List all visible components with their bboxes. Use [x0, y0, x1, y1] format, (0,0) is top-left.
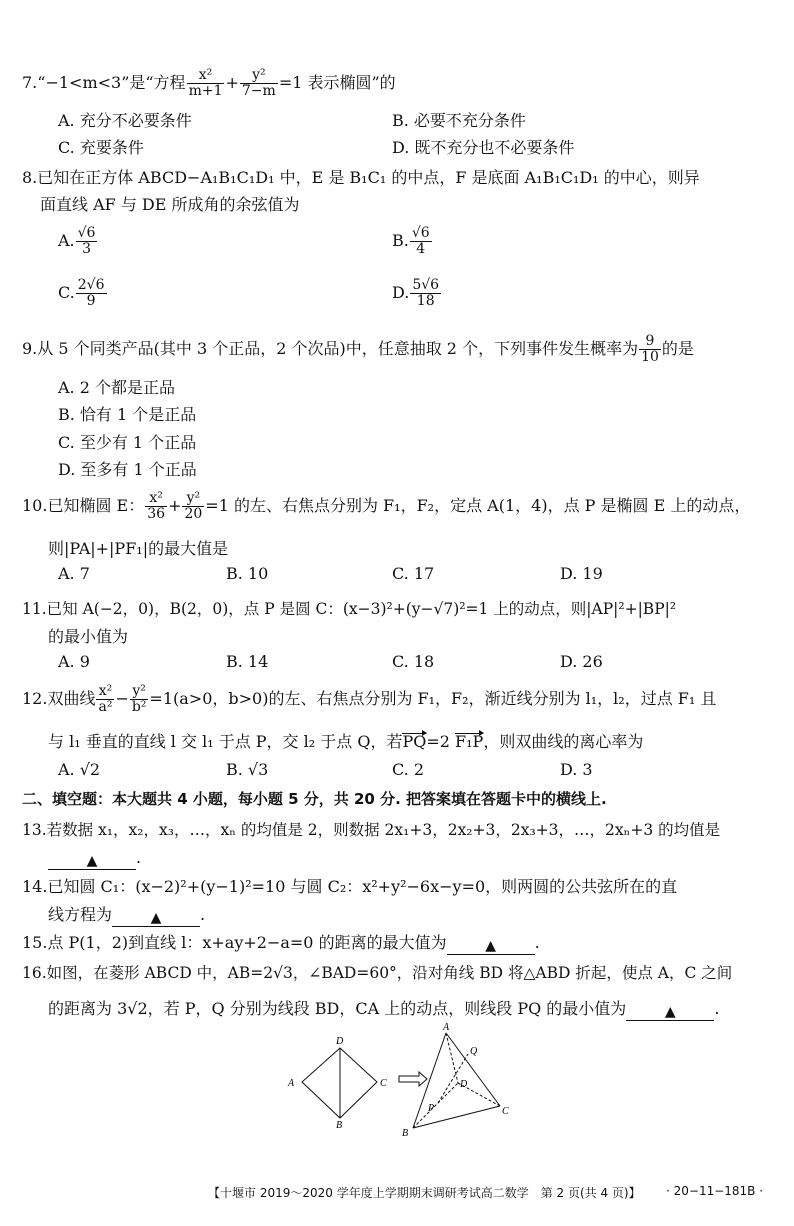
rhombus-label-a: A	[288, 1078, 295, 1089]
q13-end: .	[136, 848, 142, 867]
q8-option-d-label: D.	[392, 283, 410, 302]
q8-option-a	[58, 226, 98, 257]
edge-ac	[446, 1033, 500, 1106]
q14-line1-text: 已知圆 C₁：(x−2)²+(y−1)²=10 与圆 C₂：x²+y²−6x−y=0，则两圆的公共弦所在的直	[47, 877, 678, 896]
q7-frac1-num: x²	[187, 68, 225, 84]
q10-number: 10.	[22, 496, 48, 515]
q8-option-d	[392, 278, 442, 309]
q8-option-c	[58, 278, 108, 309]
tetra-label-p: P	[428, 1103, 435, 1114]
q10-stem: 10.已知椭圆 E： $\frac{\text{x²}}{36}$ + $\frac{\text{y²}}{20}$ =1 的左、右焦点分别为 F₁，F₂，定点 A(1，4)，点 P 是椭圆 E 上的动点，	[22, 490, 751, 522]
q12-stem: 12.双曲线 $\frac{\text{x²}}{\text{a²}}$ − $\frac{\text{y²}}{\text{b²}}$ =1(a>0，b>0)的左、右焦点分别为 F₁，F₂，渐近线分别为 l₁，l₂，过点 F₁ 且	[22, 683, 717, 715]
q13-answer-blank[interactable]: ▲	[48, 853, 136, 870]
q12-line2-text: 与 l₁ 垂直的直线 l 交 l₁ 于点 P，交 l₂ 于点 Q，若	[48, 732, 403, 751]
q11-line1-text: 已知 A(−2，0)，B(2，0)，点 P 是圆 C：(x−3)²+(y−√7)²=1 上的动点，则|AP|²+|BP|²	[46, 600, 677, 618]
q8-option-c-frac	[76, 278, 107, 309]
q12-line2	[48, 729, 643, 752]
q10-frac1-den: 36	[147, 506, 166, 522]
q8-option-b-frac	[410, 226, 432, 257]
q14-end: .	[200, 905, 206, 924]
q7-option-d: D. 既不充分也不必要条件	[392, 138, 575, 157]
q9-option-b: B. 恰有 1 个是正品	[58, 405, 197, 424]
q12-vector-f1p: F₁P	[455, 732, 484, 751]
q12-option-c: C. 2	[392, 760, 425, 779]
q7-option-a: A. 充分不必要条件	[58, 111, 192, 130]
q10-option-b: B. 10	[226, 564, 269, 583]
q8-line1-text: 已知在正方体 ABCD−A₁B₁C₁D₁ 中，E 是 B₁C₁ 的中点，F 是底面 A₁B₁C₁D₁ 的中心，则异	[37, 168, 700, 187]
q16-figure	[280, 1020, 520, 1140]
q12-option-a: A. √2	[58, 760, 101, 779]
q8-option-d-frac	[410, 278, 441, 309]
tetra-label-c: C	[502, 1106, 509, 1117]
q10-line2: 则|PA|+|PF₁|的最大值是	[48, 539, 229, 558]
q14-number: 14.	[22, 877, 48, 896]
q8-option-a-label: A.	[58, 231, 75, 250]
tetra-label-d: D	[460, 1079, 468, 1090]
q10-stem-text: 已知椭圆 E：	[47, 496, 145, 515]
arrow-icon	[399, 1072, 427, 1086]
tetra-label-b: B	[402, 1128, 409, 1139]
q8-option-b-label: B.	[392, 231, 409, 250]
q8-option-d-den: 18	[416, 293, 435, 309]
q7-stem: 7.“−1<m<3”是“方程 $\frac{\text{x²}}{m+1}$ + $\frac{\text{y²}}{7-m}$ =1 表示椭圆”的	[22, 67, 396, 99]
q9-option-c: C. 至少有 1 个正品	[58, 433, 197, 452]
q7-frac1-den: m+1	[188, 83, 223, 99]
q16-end: .	[714, 999, 720, 1018]
q10-frac1	[145, 491, 167, 522]
q7-number: 7.	[22, 73, 38, 92]
q11-line2: 的最小值为	[48, 627, 129, 646]
tetra-label-q: Q	[470, 1046, 478, 1057]
rhombus-figure	[302, 1048, 377, 1118]
q13-number: 13.	[22, 821, 47, 839]
q8-option-a-den: 3	[82, 241, 92, 257]
q15-number: 15.	[22, 933, 48, 952]
q13-line1-text: 若数据 x₁，x₂，x₃，…，xₙ 的均值是 2，则数据 2x₁+3，2x₂+3，2x₃+3，…，2xₙ+3 的均值是	[46, 821, 721, 839]
q7-frac1	[187, 68, 225, 99]
q10-option-a: A. 7	[58, 564, 90, 583]
q10-stem-text-end: =1 的左、右焦点分别为 F₁，F₂，定点 A(1，4)，点 P 是椭圆 E 上的动点，	[205, 496, 751, 515]
q10-frac2-den: 20	[184, 506, 203, 522]
q16-line2-text: 的距离为 3√2，若 P，Q 分别为线段 BD，CA 上的动点，则线段 PQ 的最小值为	[48, 999, 627, 1018]
q8-option-c-num: 2√6	[77, 277, 105, 293]
section-2-title: 二、填空题：本大题共 4 小题，每小题 5 分，共 20 分. 把答案填在答题卡中的横线上.	[22, 790, 607, 808]
q8-option-d-num: 5√6	[412, 277, 440, 293]
q15-line1	[22, 930, 540, 955]
tetrahedron-figure	[413, 1033, 500, 1128]
q12-line2-mid: =2	[426, 732, 456, 751]
q12-frac2-den: b²	[131, 699, 147, 715]
q15-answer-blank[interactable]: ▲	[447, 938, 535, 955]
q13-line1	[22, 818, 720, 840]
q12-number: 12.	[22, 689, 48, 708]
q14-line2	[48, 902, 205, 927]
q10-frac2	[182, 491, 204, 522]
q8-option-b-den: 4	[416, 241, 426, 257]
q16-line2	[48, 996, 719, 1021]
q7-stem-text-end: =1 表示椭圆”的	[278, 73, 396, 92]
q9-option-d: D. 至多有 1 个正品	[58, 460, 197, 479]
q9-stem-text: 从 5 个同类产品(其中 3 个正品，2 个次品)中，任意抽取 2 个，下列事件发生概率为	[37, 339, 639, 358]
q7-frac2-num: y²	[240, 68, 278, 84]
q9-frac-den: 10	[641, 349, 659, 365]
q11-number: 11.	[22, 600, 47, 618]
q10-option-d: D. 19	[560, 564, 603, 583]
edge-bd	[413, 1083, 458, 1128]
q16-answer-blank[interactable]: ▲	[626, 1004, 714, 1021]
q8-option-c-label: C.	[58, 283, 75, 302]
q10-frac1-num: x²	[145, 491, 167, 507]
q7-stem-text: “−1<m<3”是“方程	[37, 73, 186, 92]
footer-code: · 20−11−181B ·	[666, 1184, 764, 1198]
q16-line1	[22, 961, 732, 983]
rhombus-label-c: C	[380, 1078, 387, 1089]
q7-frac2	[240, 68, 278, 99]
q9-frac-num: 9	[639, 334, 661, 350]
q8-option-a-num: √6	[77, 225, 96, 241]
q12-option-b: B. √3	[226, 760, 269, 779]
q9-stem-end: 的是	[661, 339, 694, 358]
q12-line2-end: ，则双曲线的离心率为	[483, 732, 644, 751]
q8-option-b-num: √6	[411, 225, 430, 241]
q11-option-c: C. 18	[392, 652, 435, 671]
rhombus-label-b: B	[336, 1120, 343, 1131]
q8-line1	[22, 165, 700, 188]
q8-option-b	[392, 226, 433, 257]
rhombus-label-d: D	[336, 1036, 344, 1047]
q16-number: 16.	[22, 964, 47, 982]
footer-title: 【十堰市 2019～2020 学年度上学期期末调研考试高二数学 第 2 页(共 4 页)】	[208, 1186, 641, 1200]
q11-option-d: D. 26	[560, 652, 603, 671]
q15-line1-text: 点 P(1，2)到直线 l：x+ay+2−a=0 的距离的最大值为	[47, 933, 447, 952]
q7-option-b: B. 必要不充分条件	[392, 111, 526, 130]
q12-stem-text: 双曲线	[47, 689, 96, 708]
q14-line2-text: 线方程为	[48, 905, 113, 924]
edge-bc	[413, 1106, 500, 1128]
q8-option-a-frac	[76, 226, 98, 257]
q12-frac1-den: a²	[98, 699, 113, 715]
q9-frac	[639, 334, 661, 365]
q12-frac1-num: x²	[96, 684, 114, 700]
q13-answer	[48, 848, 141, 870]
q7-frac2-den: 7−m	[241, 83, 276, 99]
q9-number: 9.	[22, 339, 38, 358]
q12-option-d: D. 3	[560, 760, 593, 779]
q7-option-c: C. 充要条件	[58, 138, 144, 157]
tetra-label-a: A	[443, 1022, 450, 1033]
q12-frac2	[130, 684, 149, 715]
q11-line1	[22, 597, 676, 619]
q12-stem-text-end: =1(a>0，b>0)的左、右焦点分别为 F₁，F₂，渐近线分别为 l₁，l₂，过点 F₁ 且	[149, 689, 717, 708]
q12-frac1	[96, 684, 114, 715]
q15-end: .	[534, 933, 540, 952]
q9-stem	[22, 334, 694, 365]
q12-frac2-num: y²	[130, 684, 149, 700]
q10-option-c: C. 17	[392, 564, 435, 583]
q14-line1	[22, 874, 677, 897]
q16-line1-text: 如图，在菱形 ABCD 中，AB=2√3，∠BAD=60°，沿对角线 BD 将△ABD 折起，使点 A，C 之间	[46, 964, 733, 982]
q14-answer-blank[interactable]: ▲	[112, 910, 200, 927]
q10-frac2-num: y²	[182, 491, 204, 507]
q8-line2: 面直线 AF 与 DE 所成角的余弦值为	[40, 195, 300, 214]
q11-option-a: A. 9	[58, 652, 90, 671]
q8-option-c-den: 9	[86, 293, 96, 309]
q12-vector-pq: PQ	[402, 732, 427, 751]
q9-option-a: A. 2 个都是正品	[58, 378, 175, 397]
q11-option-b: B. 14	[226, 652, 269, 671]
q8-number: 8.	[22, 168, 38, 187]
